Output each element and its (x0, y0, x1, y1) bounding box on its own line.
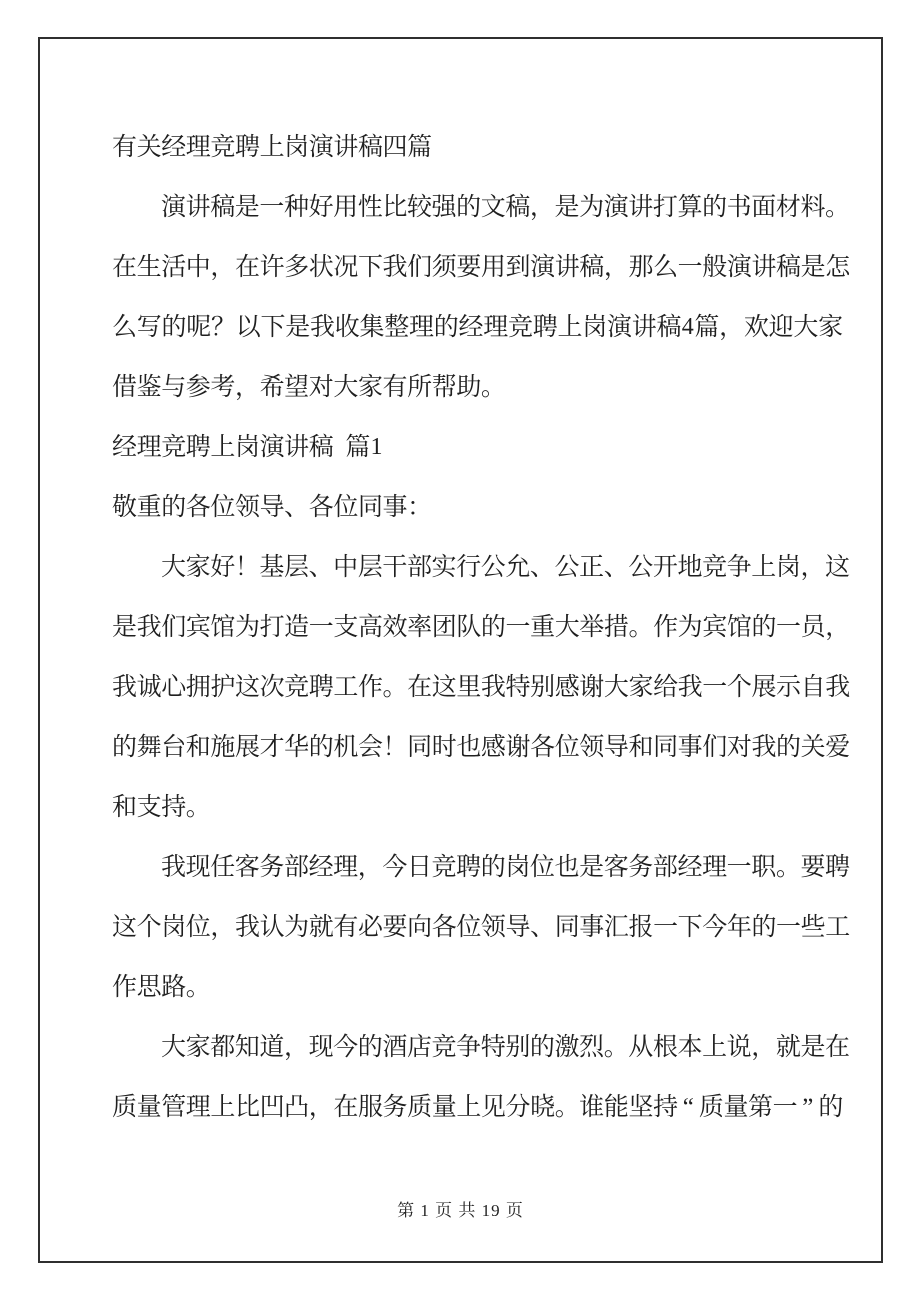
body-line: 我 诚 心 拥 护 这 次 竞 聘 工 作 。 在 这 里 我 特 别 感 谢 大 家 给 我 一 个 展 示 自 我 (112, 673, 851, 701)
body-line: 的 舞 台 和 施 展 才 华 的 机 会 ！ 同 时 也 感 谢 各 位 领 导 和 同 事 们 对 我 的 关 爱 (112, 733, 851, 761)
body-line: 作 思 路 。 (112, 973, 211, 1001)
body-line: 质 量 管 理 上 比 凹 凸 ， 在 服 务 质 量 上 见 分 晓 。 谁 能 坚 持 “ 质 量 第 一 ” 的 (112, 1093, 844, 1121)
page-footer: 第 1 页 共 19 页 (397, 1201, 524, 1220)
document-page (38, 37, 883, 1263)
body-line: 在 生 活 中 ， 在 许 多 状 况 下 我 们 须 要 用 到 演 讲 稿 ， 那 么 一 般 演 讲 稿 是 怎 (112, 253, 851, 281)
section-heading: 经 理 竞 聘 上 岗 演 讲 稿 篇 1 (112, 433, 383, 461)
salutation-line: 敬 重 的 各 位 领 导 、 各 位 同 事 ： (112, 493, 433, 521)
body-line: 我 现 任 客 务 部 经 理 ， 今 日 竞 聘 的 岗 位 也 是 客 务 部 经 理 一 职 。 要 聘 (161, 853, 851, 881)
body-line: 和 支 持 。 (112, 793, 211, 821)
body-line: 是 我 们 宾 馆 为 打 造 一 支 高 效 率 团 队 的 一 重 大 举 措 。 作 为 宾 馆 的 一 员 ， (112, 613, 851, 641)
body-line: 借 鉴 与 参 考 ， 希 望 对 大 家 有 所 帮 助 。 (112, 373, 506, 401)
text-lines (112, 117, 851, 1137)
body-line: 演 讲 稿 是 一 种 好 用 性 比 较 强 的 文 稿 ， 是 为 演 讲 打 算 的 书 面 材 料 。 (161, 193, 851, 221)
body-line: 大 家 都 知 道 ， 现 今 的 酒 店 竞 争 特 别 的 激 烈 。 从 根 本 上 说 ， 就 是 在 (161, 1033, 851, 1061)
body-line: 大 家 好 ！ 基 层 、 中 层 干 部 实 行 公 允 、 公 正 、 公 开 地 竞 争 上 岗 ， 这 (161, 553, 851, 581)
body-line: 么 写 的 呢 ？ 以 下 是 我 收 集 整 理 的 经 理 竞 聘 上 岗 演 讲 稿 4 篇 ， 欢 迎 大 家 (112, 313, 844, 341)
body-line: 这 个 岗 位 ， 我 认 为 就 有 必 要 向 各 位 领 导 、 同 事 汇 报 一 下 今 年 的 一 些 工 (112, 913, 851, 941)
document-title: 有 关 经 理 竞 聘 上 岗 演 讲 稿 四 篇 (112, 133, 433, 161)
